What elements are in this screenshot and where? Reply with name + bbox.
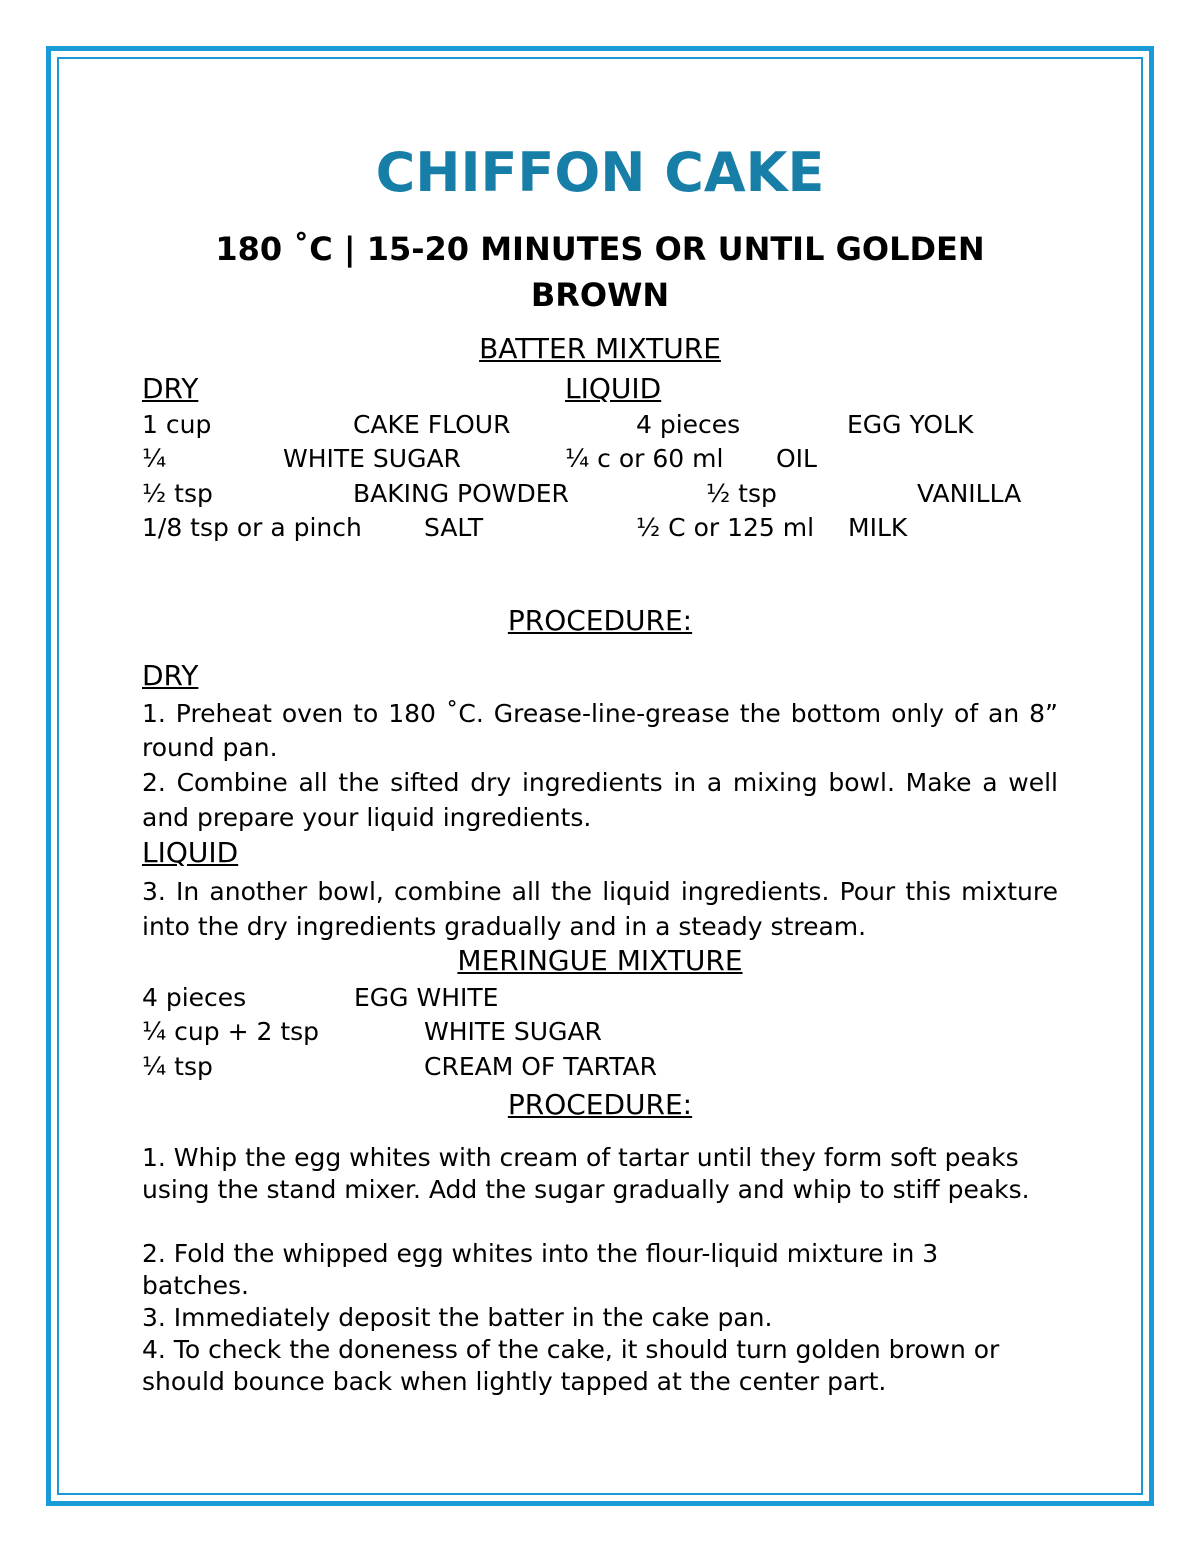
meringue-mixture-heading: MERINGUE MIXTURE [457,944,743,977]
dry-step-1: 1. Preheat oven to 180 ˚C. Grease-line-grease the bottom only of an 8” round pan. [142,699,1058,762]
batter-row-4-liq-qty: ½ C or 125 ml [636,513,815,542]
batter-row-2-dry-qty: ¼ [142,444,167,473]
liquid-heading: LIQUID [565,372,662,405]
batter-row-3-dry-item: BAKING POWDER [353,479,569,508]
batter-row-1-dry-item: CAKE FLOUR [353,410,511,439]
batter-row-3-dry-qty: ½ tsp [142,479,213,508]
meringue-row-2-qty: ¼ cup + 2 tsp [142,1017,320,1046]
batter-row-1-liq-item: EGG YOLK [847,410,974,439]
batter-mixture-heading: BATTER MIXTURE [479,332,721,365]
liquid-step-3: 3. In another bowl, combine all the liquid ingredients. Pour this mixture into the dry ingredients gradually and in a steady stream. [142,877,1058,941]
meringue-step-2: 2. Fold the whipped egg whites into the flour-liquid mixture in 3 batches. [142,1239,939,1300]
batter-row-1-dry-qty: 1 cup [142,410,212,439]
batter-row-2-dry-item: WHITE SUGAR [283,444,461,473]
procedure-liquid-heading: LIQUID [142,836,239,869]
baking-instructions [0,226,1200,318]
batter-row-3-liq-item: VANILLA [917,479,1022,508]
meringue-row-3-item: CREAM OF TARTAR [424,1052,658,1081]
dry-step-2: 2. Combine all the sifted dry ingredients in a mixing bowl. Make a well and prepare your liquid ingredients. [142,768,1058,832]
batter-row-4-dry-item: SALT [424,513,484,542]
procedure-heading: PROCEDURE: [507,604,693,637]
meringue-row-2-item: WHITE SUGAR [424,1017,602,1046]
procedure2-heading: PROCEDURE: [507,1088,693,1121]
batter-row-3-liq-qty: ½ tsp [706,479,777,508]
batter-row-2-liq-qty: ¼ c or 60 ml [565,444,724,473]
meringue-step-4: 4. To check the doneness of the cake, it should turn golden brown or should bounce back when lightly tapped at the center part. [142,1335,1000,1396]
meringue-step-3: 3. Immediately deposit the batter in the cake pan. [142,1303,773,1332]
dry-heading: DRY [142,372,199,405]
baking-instructions-line2: BROWN [530,276,670,314]
batter-row-4-dry-qty: 1/8 tsp or a pinch [142,513,362,542]
procedure-dry-heading: DRY [142,659,199,692]
recipe-title: CHIFFON CAKE [375,141,825,204]
meringue-row-1-qty: 4 pieces [142,983,247,1012]
meringue-row-1-item: EGG WHITE [354,983,499,1012]
batter-row-1-liq-qty: 4 pieces [636,410,741,439]
batter-row-4-liq-item: MILK [848,513,908,542]
meringue-step-1: 1. Whip the egg whites with cream of tartar until they form soft peaks using the stand mixer. Add the sugar gradually and whip to stiff peaks. [142,1143,1030,1204]
baking-instructions-line1: 180 ˚C | 15-20 MINUTES OR UNTIL GOLDEN [215,230,985,268]
meringue-row-3-qty: ¼ tsp [142,1052,213,1081]
batter-row-2-liq-item: OIL [776,444,817,473]
